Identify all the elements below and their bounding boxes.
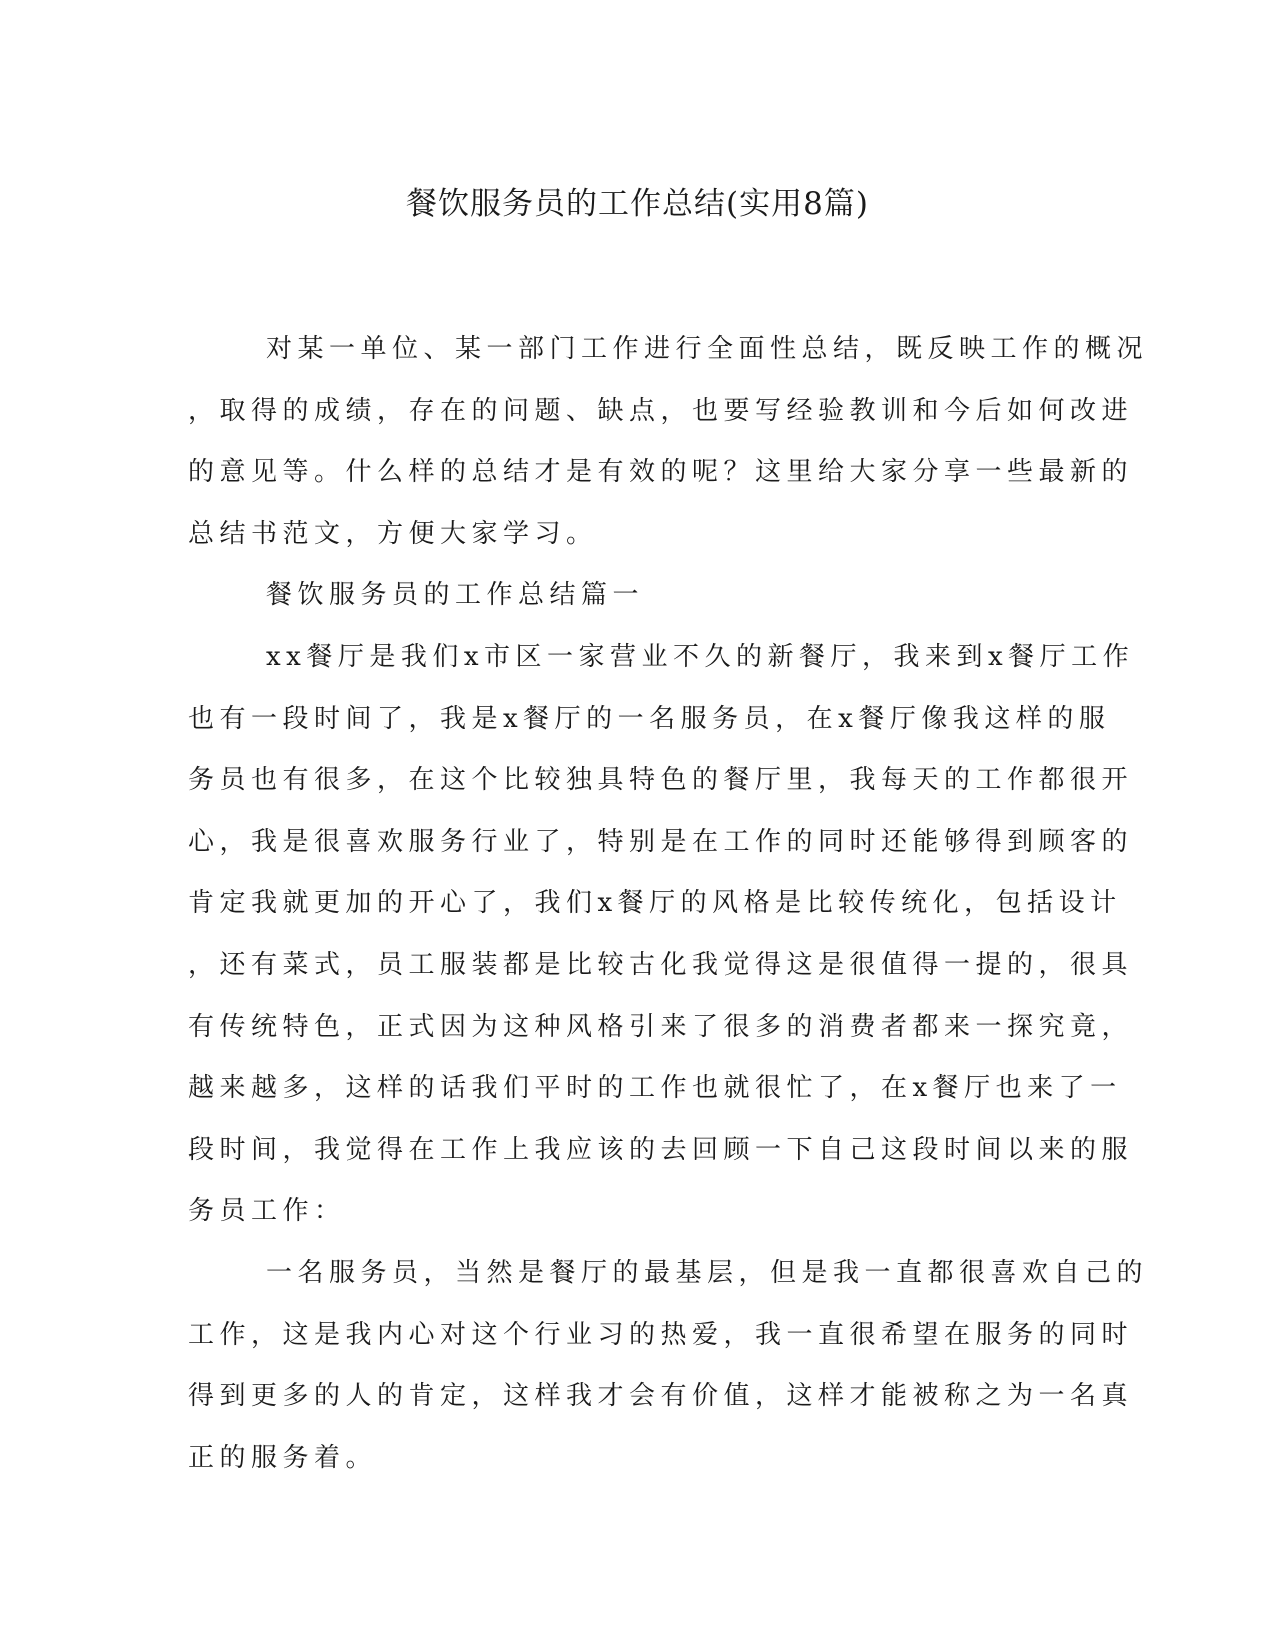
document-body [188, 319, 1149, 1489]
text-line: 越来越多，这样的话我们平时的工作也就很忙了，在x餐厅也来了一 [188, 1073, 1122, 1104]
text-line: 也有一段时间了，我是x餐厅的一名服务员，在x餐厅像我这样的服 [188, 703, 1111, 734]
text-line: 一名服务员，当然是餐厅的最基层，但是我一直都很喜欢自己的 [266, 1257, 1149, 1288]
text-line: 正的服务着。 [188, 1442, 378, 1473]
text-line: 有传统特色，正式因为这种风格引来了很多的消费者都来一探究竟， [188, 1011, 1134, 1042]
text-line: 得到更多的人的肯定，这样我才会有价值，这样才能被称之为一名真 [188, 1381, 1134, 1412]
text-line: 务员也有很多，在这个比较独具特色的餐厅里，我每天的工作都很开 [188, 765, 1134, 796]
text-line: ，还有菜式，员工服装都是比较古化我觉得这是很值得一提的，很具 [188, 949, 1134, 980]
text-line: 段时间，我觉得在工作上我应该的去回顾一下自己这段时间以来的服 [188, 1134, 1134, 1165]
text-line: 工作，这是我内心对这个行业习的热爱，我一直很希望在服务的同时 [188, 1319, 1134, 1350]
text-line: 肯定我就更加的开心了，我们x餐厅的风格是比较传统化，包括设计 [188, 888, 1122, 919]
text-line: 总结书范文，方便大家学习。 [188, 518, 598, 549]
text-line: 对某一单位、某一部门工作进行全面性总结，既反映工作的概况 [266, 334, 1149, 364]
text-line: xx餐厅是我们x市区一家营业不久的新餐厅，我来到x餐厅工作 [266, 641, 1135, 672]
text-line: 的意见等。什么样的总结才是有效的呢？这里给大家分享一些最新的 [188, 457, 1134, 488]
document-title: 餐饮服务员的工作总结(实用8篇) [406, 186, 869, 222]
text-line: 务员工作： [188, 1196, 346, 1227]
text-line: 心，我是很喜欢服务行业了，特别是在工作的同时还能够得到顾客的 [188, 826, 1134, 857]
text-line: ，取得的成绩，存在的问题、缺点，也要写经验教训和今后如何改进 [188, 395, 1134, 426]
text-line: 餐饮服务员的工作总结篇一 [266, 580, 645, 611]
